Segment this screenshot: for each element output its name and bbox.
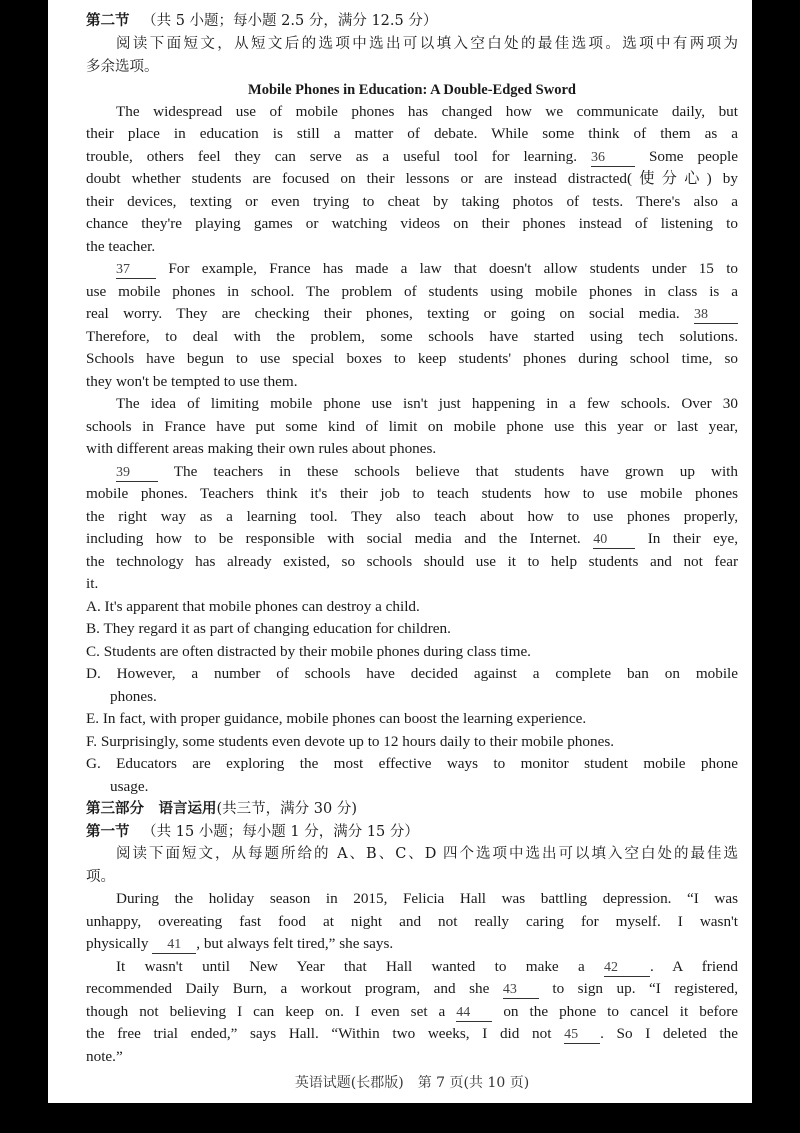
p2-line3-text: real worry. They are checking their phones, texting or going on social media. <box>86 305 680 322</box>
cloze-p2-line4 <box>86 1023 738 1045</box>
cloze-p1-line1: During the holiday season in 2015, Felicia Hall was battling depression. “I was <box>116 890 738 907</box>
cloze-p1-line2: unhappy, overeating fast food at night and not really caring for myself. I wasn't <box>86 913 738 930</box>
cloze-p2-line1 <box>86 956 738 978</box>
option-a[interactable]: A. It's apparent that mobile phones can destroy a child. <box>86 598 420 615</box>
cloze-p1-line3-text-b: , but always felt tired,” she says. <box>196 935 394 952</box>
blank-36[interactable]: 36 <box>591 150 635 167</box>
part3-section1-heading <box>86 821 419 843</box>
blank-45[interactable]: 45 <box>564 1027 600 1044</box>
section2-instruction-line1: 阅读下面短文，从短文后的选项中选出可以填入空白处的最佳选项。选项中有两项为 <box>116 36 738 52</box>
part3-section1-title: 第一节 <box>86 823 130 840</box>
option-g-line2[interactable]: usage. <box>110 778 149 795</box>
cloze-p2-line4-text-b: . So I deleted the <box>600 1025 738 1042</box>
p4-line6: it. <box>86 575 99 592</box>
p1-line7: the teacher. <box>86 238 156 255</box>
cloze-p1-line3 <box>86 933 393 955</box>
blank-42[interactable]: 42 <box>604 960 650 977</box>
option-b[interactable]: B. They regard it as part of changing education for children. <box>86 620 451 637</box>
option-f[interactable]: F. Surprisingly, some students even devote up to 12 hours daily to their mobile phones. <box>86 733 615 750</box>
p4-line4-text-b: In their eye, <box>647 530 739 547</box>
option-d-line2[interactable]: phones. <box>110 688 157 705</box>
p4-line4 <box>86 528 738 550</box>
cloze-p2-line1-text-a: It wasn't until New Year that Hall wanted to make a <box>116 958 585 975</box>
p4-line3: the right way as a learning tool. They also teach about how to use phones properly, <box>86 508 738 525</box>
p2-line4: Therefore, to deal with the problem, some schools have started using tech solutions. <box>86 328 738 345</box>
cloze-p2-line4-text-a: the free trial ended,” says Hall. “Within two weeks, I did not <box>86 1025 552 1042</box>
p1-line1: The widespread use of mobile phones has changed how we communicate daily, but <box>116 103 738 120</box>
p3-line1: The idea of limiting mobile phone use isn't just happening in a few schools. Over 30 <box>116 395 738 412</box>
p2-line1-text: For example, France has made a law that doesn't allow students under 15 to <box>168 260 739 277</box>
page-footer: 英语试题(长郡版) 第 7 页(共 10 页) <box>294 1075 530 1091</box>
cloze-p2-line2-text-b: to sign up. “I registered, <box>552 980 739 997</box>
p4-line2: mobile phones. Teachers think it's their job to teach students how to use mobile phones <box>86 485 738 502</box>
section2-note: （共 5 小题；每小题 2.5 分，满分 12.5 分） <box>142 13 438 29</box>
cloze-p2-line3-text-a: though not believing I can keep on. I even set a <box>86 1003 446 1020</box>
section2-heading <box>86 10 437 32</box>
cloze-p2-line3-text-b: on the phone to cancel it before <box>503 1003 739 1020</box>
p1-line3-text-a: trouble, others feel they can serve as a useful tool for learning. <box>86 148 578 165</box>
p1-line3-text-b: Some people <box>648 148 738 165</box>
blank-44[interactable]: 44 <box>456 1005 492 1022</box>
p2-line2: use mobile phones in school. The problem of students using mobile phones in class is a <box>86 283 738 300</box>
p2-line1 <box>86 258 738 280</box>
option-c[interactable]: C. Students are often distracted by their mobile phones during class time. <box>86 643 531 660</box>
cloze-p2-line2-text-a: recommended Daily Burn, a workout program, and she <box>86 980 490 997</box>
blank-38[interactable]: 38 <box>694 307 738 324</box>
p4-line1 <box>86 461 738 483</box>
section2-title: 第二节 <box>86 12 130 29</box>
part3-section1-note: （共 15 小题；每小题 1 分，满分 15 分） <box>142 824 419 840</box>
part3-note: (共三节，满分 30 分) <box>216 801 357 817</box>
p4-line4-text-a: including how to be responsible with social media and the Internet. <box>86 530 581 547</box>
p2-line6: they won't be tempted to use them. <box>86 373 298 390</box>
p4-line5: the technology has already existed, so schools should use it to help students and not fear <box>86 553 738 570</box>
part3-instruction-line1: 阅读下面短文，从每题所给的 A、B、C、D 四个选项中选出可以填入空白处的最佳选 <box>116 846 738 862</box>
blank-41[interactable]: 41 <box>152 937 196 954</box>
part3-instruction-line2: 项。 <box>86 869 115 885</box>
part3-title: 第三部分 语言运用 <box>86 800 217 817</box>
option-g-line1[interactable]: G. Educators are exploring the most effective ways to monitor student mobile phone <box>86 755 738 772</box>
cloze-p2-line2 <box>86 978 738 1000</box>
section2-instruction-line2: 多余选项。 <box>86 59 159 75</box>
passage-title: Mobile Phones in Education: A Double-Edged Sword <box>248 82 576 98</box>
p2-line3 <box>86 303 738 325</box>
cloze-p2-line5: note.” <box>86 1048 123 1065</box>
p4-line1-text: The teachers in these schools believe that students have grown up with <box>173 463 738 480</box>
p1-line4: doubt whether students are focused on their lessons or are instead distracted(使分心) by <box>86 170 738 187</box>
blank-39[interactable]: 39 <box>116 465 158 482</box>
p1-line5: their devices, texting or even trying to cheat by taking photos of tests. There's also a <box>86 193 738 210</box>
p1-line6: chance they're playing games or watching videos on their phones instead of listening to <box>86 215 738 232</box>
blank-40[interactable]: 40 <box>593 532 635 549</box>
blank-37[interactable]: 37 <box>116 262 156 279</box>
p3-line3: with different areas making their own rules about phones. <box>86 440 437 457</box>
p1-line3 <box>86 146 738 168</box>
cloze-p2-line3 <box>86 1001 738 1023</box>
p3-line2: schools in France have put some kind of limit on mobile phone use this year or last year, <box>86 418 738 435</box>
option-e[interactable]: E. In fact, with proper guidance, mobile phones can boost the learning experience. <box>86 710 587 727</box>
cloze-p1-line3-text-a: physically <box>86 935 149 952</box>
p2-line5: Schools have begun to use special boxes to keep students' phones during school time, so <box>86 350 738 367</box>
part3-heading <box>86 798 357 820</box>
cloze-p2-line1-text-b: . A friend <box>650 958 738 975</box>
option-d-line1[interactable]: D. However, a number of schools have decided against a complete ban on mobile <box>86 665 738 682</box>
blank-43[interactable]: 43 <box>503 982 539 999</box>
p1-line2: their place in education is still a matter of debate. While some think of them as a <box>86 125 738 142</box>
